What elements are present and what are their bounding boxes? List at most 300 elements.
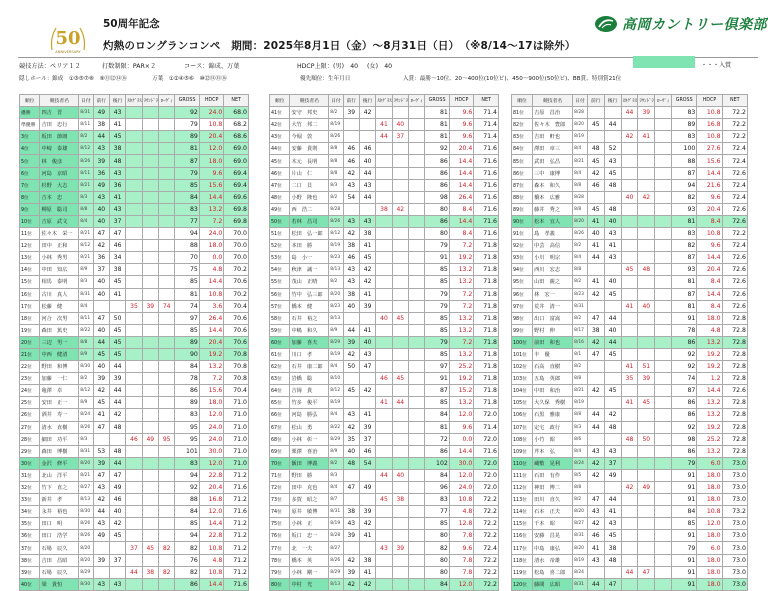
cell-net: 72.2 bbox=[474, 506, 499, 518]
table-row bbox=[512, 469, 748, 481]
cell-hdcp: 7.8 bbox=[449, 566, 474, 578]
cell-rank: 77位 bbox=[270, 542, 290, 554]
cell-shot2 bbox=[392, 167, 408, 179]
cell-shot2 bbox=[142, 409, 158, 421]
table-row bbox=[20, 300, 249, 312]
cell-front: 43 bbox=[93, 143, 109, 155]
cell-hdcp: 14.4 bbox=[199, 518, 224, 530]
cell-gross: 87 bbox=[175, 155, 200, 167]
cell-back: 42 bbox=[359, 107, 375, 119]
column-header-name: 競技者名 bbox=[290, 95, 329, 107]
cell-front: 40 bbox=[93, 215, 109, 227]
cell-shot1 bbox=[621, 119, 638, 131]
anniversary-label: 50周年記念 bbox=[103, 18, 160, 30]
table-row bbox=[270, 457, 499, 469]
cell-shot3 bbox=[408, 421, 424, 433]
table-row bbox=[20, 191, 249, 203]
cell-back: 54 bbox=[359, 457, 375, 469]
cell-back: 40 bbox=[109, 506, 125, 518]
cell-shot2: 40 bbox=[392, 469, 408, 481]
cell-date: 8/2 bbox=[79, 131, 93, 143]
column-header-shot2: ﾗｳﾝﾄﾞﾗ bbox=[142, 95, 158, 107]
cell-back: 40 bbox=[604, 215, 621, 227]
cell-gross: 86 bbox=[425, 167, 450, 179]
cell-back: 43 bbox=[604, 252, 621, 264]
cell-back: 46 bbox=[359, 445, 375, 457]
table-row bbox=[512, 566, 748, 578]
cell-name: 田川 直久 bbox=[533, 494, 573, 506]
table-row bbox=[20, 264, 249, 276]
cell-rank: 41位 bbox=[270, 107, 290, 119]
cell-shot2 bbox=[142, 203, 158, 215]
cell-shot3 bbox=[655, 361, 672, 373]
cell-hdcp: 12.0 bbox=[449, 409, 474, 421]
cell-back: 41 bbox=[359, 324, 375, 336]
cell-rank: 117位 bbox=[512, 542, 533, 554]
cell-hdcp: 26.4 bbox=[199, 312, 224, 324]
cell-shot2: 42 bbox=[638, 191, 655, 203]
column-header-front: 前行 bbox=[343, 95, 359, 107]
cell-gross: 81 bbox=[425, 131, 450, 143]
cell-gross: 87 bbox=[672, 288, 697, 300]
cell-shot2 bbox=[392, 578, 408, 590]
cell-hdcp: 14.4 bbox=[449, 215, 474, 227]
cell-hdcp: 13.2 bbox=[449, 312, 474, 324]
cell-rank: 7位 bbox=[20, 179, 40, 191]
table-row bbox=[20, 361, 249, 373]
cell-rank: 27位 bbox=[20, 421, 40, 433]
cell-back: 47 bbox=[359, 361, 375, 373]
cell-back: 48 bbox=[109, 421, 125, 433]
cell-front: 38 bbox=[343, 506, 359, 518]
cell-gross: 86 bbox=[425, 215, 450, 227]
cell-shot1 bbox=[126, 482, 142, 494]
cell-name: 野村 伸 bbox=[533, 324, 573, 336]
cell-date: 8/2 bbox=[329, 191, 343, 203]
cell-hdcp: 13.2 bbox=[449, 348, 474, 360]
cell-shot2 bbox=[392, 457, 408, 469]
cell-front: 44 bbox=[93, 506, 109, 518]
column-header-shot3: ﾛｰｳﾞｨ bbox=[408, 95, 424, 107]
cell-shot3 bbox=[655, 506, 672, 518]
cell-gross: 98 bbox=[425, 191, 450, 203]
cell-front bbox=[343, 397, 359, 409]
cell-back: 44 bbox=[109, 385, 125, 397]
cell-gross: 92 bbox=[672, 421, 697, 433]
cell-hdcp: 22.8 bbox=[199, 469, 224, 481]
cell-gross: 87 bbox=[672, 167, 697, 179]
cell-shot2 bbox=[638, 276, 655, 288]
table-row bbox=[512, 252, 748, 264]
cell-net: 72.4 bbox=[722, 179, 747, 191]
cell-shot1 bbox=[376, 578, 392, 590]
cell-net: 71.6 bbox=[474, 203, 499, 215]
cell-rank: 90位 bbox=[512, 215, 533, 227]
cell-rank: 57位 bbox=[270, 300, 290, 312]
table-header-row bbox=[20, 95, 249, 107]
cell-gross: 81 bbox=[672, 276, 697, 288]
cell-hdcp: 19.2 bbox=[449, 252, 474, 264]
cell-net: 72.6 bbox=[722, 300, 747, 312]
cell-date: 8/19 bbox=[573, 397, 588, 409]
table-row bbox=[270, 554, 499, 566]
cell-back: 34 bbox=[109, 252, 125, 264]
cell-name: 佐々木 栄一 bbox=[40, 228, 79, 240]
table-row bbox=[20, 542, 249, 554]
cell-name: 竹中 弘三郎 bbox=[290, 288, 329, 300]
table-row bbox=[512, 494, 748, 506]
cell-shot2: 51 bbox=[638, 361, 655, 373]
cell-name: 永井 裕也 bbox=[40, 506, 79, 518]
cell-rank: 69位 bbox=[270, 445, 290, 457]
cell-name: 梁 貴恒 bbox=[40, 578, 79, 590]
hidden-holes-manyo: 万葉 ①②④⑤⑥ ⑩⑫⑭⑮⑯ bbox=[152, 76, 227, 82]
cell-front: 43 bbox=[343, 518, 359, 530]
cell-name: 藤井 秀之 bbox=[533, 203, 573, 215]
cell-hdcp: 12.0 bbox=[199, 506, 224, 518]
cell-front: 41 bbox=[93, 409, 109, 421]
cell-date: 8/29 bbox=[329, 336, 343, 348]
table-row bbox=[20, 457, 249, 469]
cell-shot2 bbox=[638, 155, 655, 167]
cell-shot1 bbox=[376, 566, 392, 578]
table-row bbox=[20, 421, 249, 433]
cell-gross: 92 bbox=[672, 361, 697, 373]
cell-shot2 bbox=[392, 240, 408, 252]
cell-date: 8/26 bbox=[573, 228, 588, 240]
cell-front: 47 bbox=[93, 228, 109, 240]
results-table-3 bbox=[511, 94, 748, 591]
cell-rank: 76位 bbox=[270, 530, 290, 542]
cell-net: 71.2 bbox=[224, 542, 249, 554]
cell-shot1 bbox=[621, 167, 638, 179]
cell-date: 8/9 bbox=[329, 324, 343, 336]
cell-back: 45 bbox=[604, 167, 621, 179]
cell-front: 39 bbox=[343, 336, 359, 348]
cell-rank: 109位 bbox=[512, 445, 533, 457]
cell-gross: 84 bbox=[425, 469, 450, 481]
cell-back bbox=[359, 542, 375, 554]
cell-date: 8/20 bbox=[573, 542, 588, 554]
table-row bbox=[20, 167, 249, 179]
cell-front: 42 bbox=[587, 336, 604, 348]
cell-date: 8/2 bbox=[573, 494, 588, 506]
cell-gross: 85 bbox=[175, 518, 200, 530]
cell-shot3 bbox=[158, 530, 174, 542]
cell-rank: 38位 bbox=[20, 554, 40, 566]
cell-hdcp: 15.2 bbox=[449, 385, 474, 397]
table-row bbox=[270, 143, 499, 155]
cell-shot2 bbox=[638, 469, 655, 481]
cell-back: 43 bbox=[359, 179, 375, 191]
cell-net: 73.0 bbox=[722, 518, 747, 530]
cell-hdcp: 9.6 bbox=[697, 191, 722, 203]
cell-shot2: 45 bbox=[638, 397, 655, 409]
cell-hdcp: 20.4 bbox=[199, 336, 224, 348]
cell-date: 8/26 bbox=[329, 131, 343, 143]
cell-gross: 100 bbox=[672, 143, 697, 155]
cell-gross: 84 bbox=[175, 361, 200, 373]
cell-shot3 bbox=[408, 469, 424, 481]
cell-net: 72.8 bbox=[722, 373, 747, 385]
cell-net: 71.8 bbox=[474, 288, 499, 300]
cell-shot1 bbox=[126, 191, 142, 203]
cell-hdcp: 9.6 bbox=[199, 167, 224, 179]
cell-name: 出口 富嵩 bbox=[533, 312, 573, 324]
cell-gross: 94 bbox=[175, 530, 200, 542]
cell-name: 安田 正一 bbox=[40, 397, 79, 409]
cell-shot1 bbox=[621, 506, 638, 518]
cell-date: 8/30 bbox=[79, 361, 93, 373]
cell-front: 42 bbox=[587, 457, 604, 469]
cell-shot2 bbox=[142, 482, 158, 494]
cell-back bbox=[604, 191, 621, 203]
cell-rank: 35位 bbox=[20, 518, 40, 530]
cell-front: 36 bbox=[93, 252, 109, 264]
cell-shot2 bbox=[638, 143, 655, 155]
cell-net: 68.6 bbox=[224, 131, 249, 143]
cell-shot3 bbox=[158, 131, 174, 143]
cell-gross: 84 bbox=[425, 578, 450, 590]
cell-hdcp: 13.2 bbox=[449, 276, 474, 288]
cell-back: 43 bbox=[109, 578, 125, 590]
cell-rank: 16位 bbox=[20, 288, 40, 300]
club-logo bbox=[594, 14, 767, 34]
cell-gross: 89 bbox=[175, 397, 200, 409]
cell-hdcp: 15.6 bbox=[697, 155, 722, 167]
cell-net: 72.2 bbox=[722, 119, 747, 131]
cell-shot1 bbox=[126, 385, 142, 397]
cell-hdcp: 14.4 bbox=[697, 288, 722, 300]
cell-date: 8/31 bbox=[573, 300, 588, 312]
cell-shot1 bbox=[376, 179, 392, 191]
cell-shot2 bbox=[142, 373, 158, 385]
cell-shot3 bbox=[408, 312, 424, 324]
cell-gross: 94 bbox=[175, 228, 200, 240]
cell-shot3 bbox=[655, 215, 672, 227]
cell-gross: 86 bbox=[175, 385, 200, 397]
hidden-holes-label: 隠しホール： bbox=[19, 76, 53, 82]
cell-front: 42 bbox=[343, 578, 359, 590]
cell-hdcp: 18.0 bbox=[199, 397, 224, 409]
cell-net: 73.0 bbox=[722, 457, 747, 469]
cell-gross: 86 bbox=[672, 336, 697, 348]
cell-shot2 bbox=[142, 240, 158, 252]
cell-hdcp: 20.4 bbox=[697, 203, 722, 215]
table-row bbox=[512, 409, 748, 421]
cell-date: 8/4 bbox=[79, 215, 93, 227]
cell-shot1 bbox=[126, 288, 142, 300]
cell-back bbox=[604, 397, 621, 409]
cell-shot3 bbox=[655, 119, 672, 131]
cell-back: 39 bbox=[359, 421, 375, 433]
cell-rank: 47位 bbox=[270, 179, 290, 191]
cell-shot3 bbox=[655, 530, 672, 542]
cell-shot2 bbox=[142, 179, 158, 191]
cell-gross: 85 bbox=[425, 397, 450, 409]
cell-rank: 64位 bbox=[270, 385, 290, 397]
cell-gross: 80 bbox=[425, 530, 450, 542]
cell-shot2: 45 bbox=[142, 542, 158, 554]
cell-back: 49 bbox=[359, 482, 375, 494]
cell-date: 8/24 bbox=[573, 566, 588, 578]
cell-rank: 4位 bbox=[20, 143, 40, 155]
cell-rank: 65位 bbox=[270, 397, 290, 409]
cell-gross: 91 bbox=[672, 578, 697, 590]
cell-shot3 bbox=[655, 179, 672, 191]
cell-gross: 85 bbox=[175, 276, 200, 288]
table-row bbox=[512, 312, 748, 324]
cell-rank: 14位 bbox=[20, 264, 40, 276]
cell-shot3 bbox=[408, 240, 424, 252]
cell-date: 8/26 bbox=[79, 155, 93, 167]
cell-shot1 bbox=[376, 228, 392, 240]
cell-shot3 bbox=[655, 191, 672, 203]
table-row bbox=[270, 397, 499, 409]
column-header-back: 後行 bbox=[604, 95, 621, 107]
cell-net: 71.8 bbox=[474, 348, 499, 360]
cell-back bbox=[359, 494, 375, 506]
cell-shot3: 82 bbox=[158, 566, 174, 578]
table-row bbox=[20, 336, 249, 348]
results-table-1 bbox=[19, 94, 249, 591]
cell-shot3 bbox=[655, 578, 672, 590]
cell-back: 52 bbox=[604, 143, 621, 155]
cell-front: 49 bbox=[93, 107, 109, 119]
cell-name: 石場 辰久 bbox=[40, 566, 79, 578]
cell-shot1 bbox=[126, 240, 142, 252]
cell-shot3 bbox=[408, 518, 424, 530]
cell-net: 72.6 bbox=[722, 276, 747, 288]
cell-date: 8/8 bbox=[79, 336, 93, 348]
cell-hdcp: 24.0 bbox=[199, 433, 224, 445]
table-row bbox=[512, 276, 748, 288]
cell-rank: 56位 bbox=[270, 288, 290, 300]
cell-rank: 34位 bbox=[20, 506, 40, 518]
table-row bbox=[270, 215, 499, 227]
cell-shot1: 46 bbox=[126, 433, 142, 445]
cell-date: 8/8 bbox=[573, 482, 588, 494]
cell-shot2 bbox=[638, 288, 655, 300]
cell-shot2 bbox=[638, 530, 655, 542]
cell-net: 71.8 bbox=[474, 336, 499, 348]
cell-front bbox=[343, 131, 359, 143]
cell-front: 38 bbox=[343, 288, 359, 300]
cell-shot1 bbox=[621, 409, 638, 421]
cell-name: 二口 貝 bbox=[290, 179, 329, 191]
cell-hdcp: 13.2 bbox=[449, 397, 474, 409]
cell-shot1 bbox=[376, 482, 392, 494]
cell-net: 72.4 bbox=[722, 240, 747, 252]
cell-net: 71.0 bbox=[224, 409, 249, 421]
cell-front: 46 bbox=[587, 179, 604, 191]
cell-hdcp: 13.2 bbox=[449, 264, 474, 276]
table-row bbox=[270, 276, 499, 288]
cell-rank: 96位 bbox=[512, 288, 533, 300]
cell-rank: 93位 bbox=[512, 252, 533, 264]
cell-gross: 79 bbox=[425, 300, 450, 312]
cell-date: 8/20 bbox=[573, 215, 588, 227]
table-header-row bbox=[512, 95, 748, 107]
cell-date: 8/4 bbox=[79, 300, 93, 312]
cell-date: 8/8 bbox=[573, 203, 588, 215]
cell-shot2: 42 bbox=[392, 203, 408, 215]
cell-front: 46 bbox=[587, 530, 604, 542]
cell-net: 71.8 bbox=[474, 373, 499, 385]
cell-date: 8/8 bbox=[573, 409, 588, 421]
cell-shot1 bbox=[126, 409, 142, 421]
cell-hdcp: 24.0 bbox=[449, 482, 474, 494]
cell-rank: 42位 bbox=[270, 119, 290, 131]
table-row bbox=[270, 131, 499, 143]
cell-shot3 bbox=[655, 421, 672, 433]
cell-shot3 bbox=[158, 240, 174, 252]
table-row bbox=[512, 191, 748, 203]
cell-front: 37 bbox=[93, 264, 109, 276]
cell-net: 70.2 bbox=[224, 288, 249, 300]
cell-gross: 83 bbox=[672, 131, 697, 143]
cell-shot3 bbox=[655, 300, 672, 312]
cell-rank: 46位 bbox=[270, 167, 290, 179]
cell-back: 44 bbox=[604, 312, 621, 324]
cell-back: 43 bbox=[604, 518, 621, 530]
column-header-date: 日付 bbox=[573, 95, 588, 107]
cell-front bbox=[587, 191, 604, 203]
cell-back bbox=[109, 300, 125, 312]
column-header-name: 競技者名 bbox=[533, 95, 573, 107]
cell-name: 石井 康二郎 bbox=[290, 361, 329, 373]
cell-date: 8/30 bbox=[79, 506, 93, 518]
cell-net: 71.8 bbox=[474, 252, 499, 264]
cell-rank: 26位 bbox=[20, 409, 40, 421]
cell-shot3 bbox=[655, 482, 672, 494]
cell-name: 大竹 邦二 bbox=[290, 119, 329, 131]
cell-hdcp: 20.4 bbox=[697, 264, 722, 276]
cell-rank: 67位 bbox=[270, 421, 290, 433]
cell-front: 42 bbox=[587, 167, 604, 179]
cell-name: 柳原 聡司 bbox=[40, 203, 79, 215]
cell-rank: 102位 bbox=[512, 361, 533, 373]
cell-shot3 bbox=[408, 433, 424, 445]
cell-rank: 12位 bbox=[20, 240, 40, 252]
cell-date: 8/4 bbox=[573, 445, 588, 457]
cell-gross: 85 bbox=[425, 276, 450, 288]
cell-net: 72.6 bbox=[722, 252, 747, 264]
cell-rank: 70位 bbox=[270, 457, 290, 469]
cell-shot3 bbox=[158, 506, 174, 518]
cell-shot1: 40 bbox=[621, 191, 638, 203]
cell-back: 48 bbox=[604, 421, 621, 433]
cell-shot3 bbox=[655, 264, 672, 276]
cell-shot1 bbox=[621, 252, 638, 264]
cell-net: 73.0 bbox=[722, 482, 747, 494]
cell-rank: 100位 bbox=[512, 336, 533, 348]
cell-shot1 bbox=[126, 228, 142, 240]
cell-front: 45 bbox=[587, 203, 604, 215]
cell-shot1 bbox=[376, 433, 392, 445]
cell-hdcp: 19.2 bbox=[697, 361, 722, 373]
cell-hdcp: 10.8 bbox=[199, 288, 224, 300]
cell-name: 栗澤 喜治 bbox=[290, 445, 329, 457]
cell-gross: 91 bbox=[425, 373, 450, 385]
table-row bbox=[20, 385, 249, 397]
cell-shot2 bbox=[638, 228, 655, 240]
cell-shot1 bbox=[376, 385, 392, 397]
cell-date: 8/29 bbox=[329, 566, 343, 578]
table-row bbox=[20, 252, 249, 264]
cell-front: 41 bbox=[587, 276, 604, 288]
cell-shot3 bbox=[158, 264, 174, 276]
